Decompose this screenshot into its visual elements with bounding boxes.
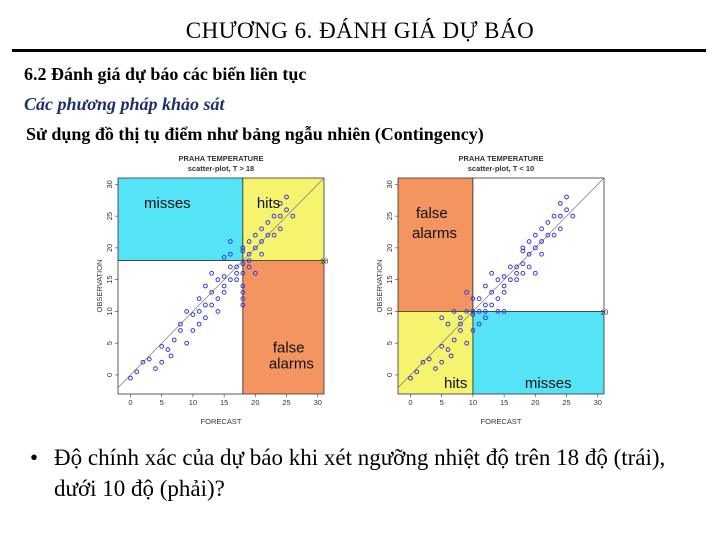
x-tick-label: 25 (562, 398, 571, 407)
y-tick-label: 5 (385, 341, 394, 346)
data-point (154, 367, 158, 371)
data-point (203, 284, 207, 288)
data-point (540, 227, 544, 231)
data-point (508, 265, 512, 269)
data-point (502, 290, 506, 294)
section-heading: 6.2 Đánh giá dự báo các biến liên tục (24, 64, 307, 84)
x-tick-label: 30 (313, 398, 322, 407)
slide-title: CHƯƠNG 6. ĐÁNH GIÁ DỰ BÁO (185, 18, 535, 43)
method-description: Sử dụng đồ thị tụ điểm như bảng ngẫu nhiên (Contingency) (26, 124, 484, 144)
chart-title: PRAHA TEMPERATURE (458, 154, 544, 163)
data-point (203, 303, 207, 307)
threshold-label: 18 (320, 256, 328, 266)
y-tick-label: 25 (105, 211, 114, 221)
data-point (197, 310, 201, 314)
x-tick-label: 5 (159, 398, 164, 407)
data-point (166, 348, 170, 352)
data-point (160, 344, 164, 348)
data-point (490, 303, 494, 307)
data-point (147, 357, 151, 361)
x-axis-label: FORECAST (480, 417, 522, 426)
region-label-misses: misses (524, 375, 572, 392)
data-point (552, 233, 556, 237)
data-point (191, 329, 195, 333)
data-point (508, 278, 512, 282)
subsection-heading: Các phương pháp khảo sát (24, 94, 225, 114)
y-tick-label: 0 (105, 372, 114, 378)
data-point (235, 278, 239, 282)
data-point (521, 271, 525, 275)
scatter-plot-right-svg (368, 150, 608, 430)
x-tick-label: 5 (439, 398, 444, 407)
x-tick-label: 10 (188, 398, 198, 407)
data-point (565, 195, 569, 199)
data-point (172, 338, 176, 342)
data-point (515, 278, 519, 282)
data-point (197, 322, 201, 326)
data-point (179, 329, 183, 333)
data-point (222, 290, 226, 294)
data-point (228, 278, 232, 282)
x-axis-label: FORECAST (200, 417, 242, 426)
y-tick-label: 30 (385, 180, 394, 189)
chart-title: PRAHA TEMPERATURE (178, 154, 264, 163)
data-point (135, 370, 139, 374)
data-point (477, 297, 481, 301)
bullet-symbol: • (30, 445, 39, 470)
y-tick-label: 15 (105, 275, 114, 284)
data-point (496, 297, 500, 301)
x-tick-label: 20 (531, 398, 540, 407)
y-tick-label: 15 (385, 275, 394, 284)
data-point (160, 360, 164, 364)
data-point (191, 313, 195, 317)
y-axis-label: OBSERVATION (375, 259, 384, 313)
data-point (527, 265, 531, 269)
region-label-hits: hits (444, 375, 468, 392)
data-point (185, 341, 189, 345)
scatter-plot-right (368, 150, 608, 430)
data-point (502, 275, 506, 279)
data-point (515, 271, 519, 275)
data-point (502, 284, 506, 288)
data-point (210, 303, 214, 307)
data-point (546, 221, 550, 225)
data-point (185, 310, 189, 314)
x-tick-label: 10 (468, 398, 478, 407)
data-point (552, 214, 556, 218)
data-point (496, 278, 500, 282)
scatter-plot-left (88, 150, 328, 430)
y-tick-label: 20 (385, 243, 394, 253)
data-point (521, 262, 525, 266)
data-point (129, 376, 133, 380)
region-label-false: false (416, 205, 448, 222)
data-point (533, 271, 537, 275)
data-point (558, 202, 562, 206)
data-point (210, 271, 214, 275)
region-label-misses: misses (144, 195, 191, 212)
title-divider (12, 49, 706, 52)
data-point (571, 214, 575, 218)
y-tick-label: 25 (385, 211, 394, 221)
data-point (565, 208, 569, 212)
data-point (490, 271, 494, 275)
x-tick-label: 30 (593, 398, 602, 407)
region-label-false: false (272, 339, 305, 357)
data-point (558, 214, 562, 218)
data-point (228, 265, 232, 269)
y-tick-label: 30 (105, 180, 114, 189)
chart-subtitle: scatter-plot, T < 10 (467, 164, 535, 173)
data-point (222, 275, 226, 279)
x-tick-label: 25 (282, 398, 291, 407)
data-point (527, 240, 531, 244)
x-tick-label: 0 (408, 398, 413, 407)
region-misses (118, 178, 243, 261)
y-axis-label: OBSERVATION (95, 259, 104, 313)
y-tick-label: 10 (105, 307, 114, 316)
y-tick-label: 0 (385, 372, 394, 378)
data-point (197, 297, 201, 301)
y-tick-label: 5 (105, 341, 114, 346)
data-point (235, 271, 239, 275)
threshold-label: 10 (600, 307, 608, 317)
data-point (540, 252, 544, 256)
y-tick-label: 10 (385, 307, 394, 316)
region-label-hits: hits (256, 195, 281, 212)
chart-subtitle: scatter-plot, T > 18 (187, 164, 255, 173)
region-label-alarms: alarms (412, 225, 458, 242)
data-point (203, 316, 207, 320)
data-point (483, 303, 487, 307)
data-point (169, 354, 173, 358)
x-tick-label: 15 (499, 398, 509, 407)
x-tick-label: 20 (251, 398, 260, 407)
data-point (533, 233, 537, 237)
x-tick-label: 15 (219, 398, 229, 407)
data-point (216, 297, 220, 301)
data-point (222, 284, 226, 288)
region-false-alarms (398, 178, 473, 311)
data-point (216, 310, 220, 314)
x-tick-label: 0 (128, 398, 133, 407)
y-tick-label: 20 (105, 243, 114, 253)
region-label-alarms: alarms (268, 355, 314, 373)
data-point (483, 284, 487, 288)
data-point (216, 278, 220, 282)
region-false-alarms (243, 261, 324, 394)
scatter-plot-left-svg (88, 150, 328, 430)
data-point (558, 227, 562, 231)
bullet-text: Độ chính xác của dự báo khi xét ngưỡng nhiệt độ trên 18 độ (trái), dưới 10 độ (phải)? (54, 445, 666, 501)
